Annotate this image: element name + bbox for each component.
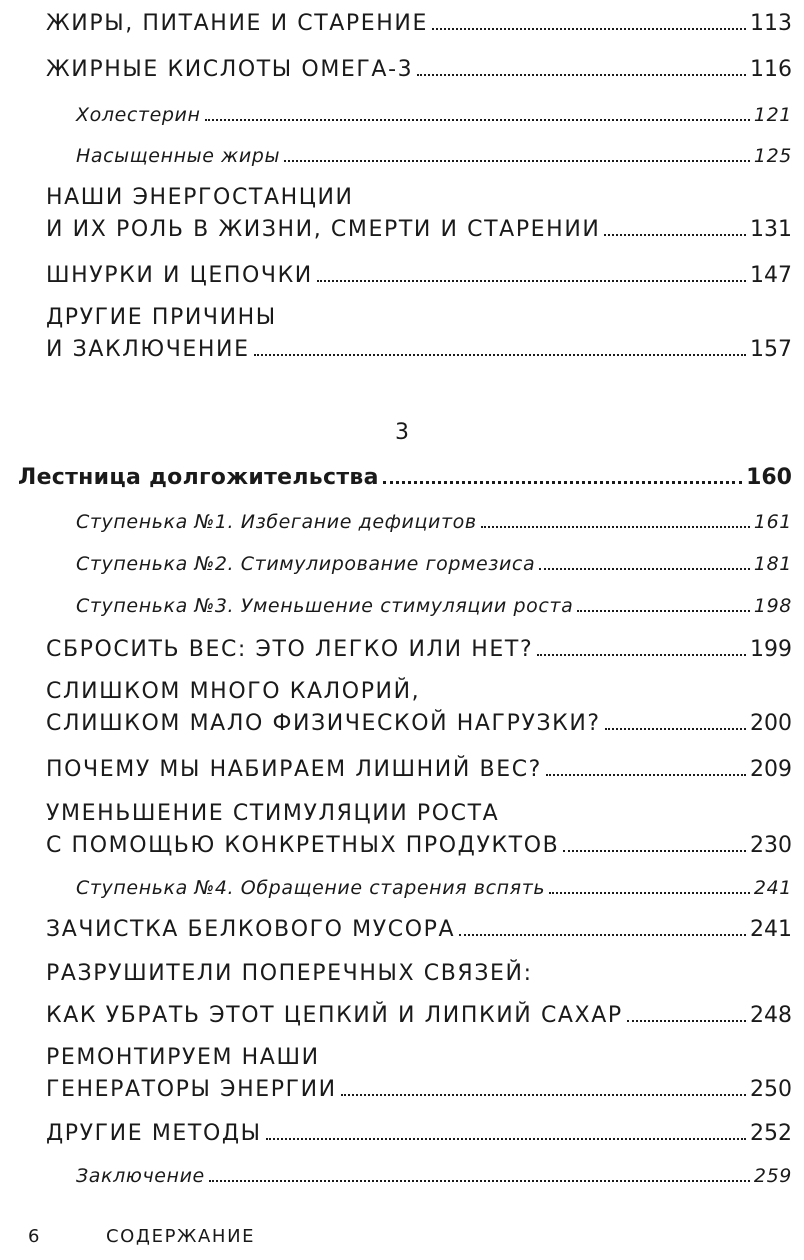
- dot-leader: [549, 886, 750, 894]
- toc-entry-title: КАК УБРАТЬ ЭТОТ ЦЕПКИЙ И ЛИПКИЙ САХАР: [46, 1003, 623, 1028]
- toc-line: [46, 752, 792, 788]
- toc-line: [46, 1072, 792, 1108]
- toc-line: [46, 706, 792, 742]
- toc-line: [76, 546, 792, 582]
- toc-line: [46, 52, 792, 88]
- toc-entry-title: Ступенька №3. Уменьшение стимуляции роста: [76, 595, 574, 617]
- toc-page-number: 250: [750, 1077, 792, 1102]
- dot-leader: [563, 844, 746, 852]
- dot-leader: [383, 475, 742, 484]
- toc-page-number: 199: [750, 637, 792, 662]
- footer-running-title: СОДЕРЖАНИЕ: [106, 1226, 256, 1247]
- toc-line: [76, 504, 792, 540]
- dot-leader: [537, 648, 746, 656]
- toc-entry-title: И ИХ РОЛЬ В ЖИЗНИ, СМЕРТИ И СТАРЕНИИ: [46, 217, 601, 242]
- dot-leader: [205, 113, 750, 121]
- toc-line: [46, 6, 792, 42]
- toc-entry-title: И ЗАКЛЮЧЕНИЕ: [46, 337, 250, 362]
- toc-page-number: 241: [753, 877, 792, 899]
- toc-entry-title: С ПОМОЩЬЮ КОНКРЕТНЫХ ПРОДУКТОВ: [46, 833, 560, 858]
- dot-leader: [317, 274, 746, 282]
- toc-entry-title: ДРУГИЕ МЕТОДЫ: [46, 1121, 262, 1146]
- dot-leader: [627, 1014, 746, 1022]
- toc-page-number: 157: [750, 337, 792, 362]
- dot-leader: [605, 722, 746, 730]
- toc-line: [46, 180, 792, 216]
- toc-page-number: 116: [750, 57, 792, 82]
- toc-line: [46, 1040, 792, 1076]
- toc-page-number: 198: [753, 595, 792, 617]
- toc-line: [46, 258, 792, 294]
- toc-line: [18, 460, 792, 496]
- toc-page-number: 160: [746, 465, 792, 490]
- toc-page-number: 200: [750, 711, 792, 736]
- toc-entry-title: НАШИ ЭНЕРГОСТАНЦИИ: [46, 185, 354, 210]
- toc-line: [76, 870, 792, 906]
- dot-leader: [254, 348, 746, 356]
- toc-entry-title: ШНУРКИ И ЦЕПОЧКИ: [46, 263, 313, 288]
- toc-line: [46, 998, 792, 1034]
- dot-leader: [577, 604, 750, 612]
- toc-line: [76, 588, 792, 624]
- toc-entry-title: РЕМОНТИРУЕМ НАШИ: [46, 1045, 320, 1070]
- toc-line: [76, 138, 792, 174]
- toc-page-number: 181: [753, 553, 792, 575]
- dot-leader: [432, 22, 746, 30]
- toc-line: [46, 956, 792, 992]
- toc-entry-title: Заключение: [76, 1165, 205, 1187]
- dot-leader: [604, 228, 746, 236]
- toc-page-number: 161: [753, 511, 792, 533]
- toc-entry-title: Ступенька №4. Обращение старения вспять: [76, 877, 546, 899]
- toc-entry-title: ЖИРНЫЕ КИСЛОТЫ ОМЕГА-3: [46, 57, 414, 82]
- toc-line: [46, 674, 792, 710]
- toc-entry-title: Лестница долгожительства: [18, 465, 379, 490]
- footer-page-number: 6: [28, 1226, 40, 1247]
- toc-page-number: 121: [753, 104, 792, 126]
- dot-leader: [284, 154, 750, 162]
- toc-page-number: 113: [750, 11, 792, 36]
- toc-entry-title: ЖИРЫ, ПИТАНИЕ И СТАРЕНИЕ: [46, 11, 428, 36]
- toc-line: [46, 1116, 792, 1152]
- dot-leader: [539, 562, 750, 570]
- toc-line: [46, 828, 792, 864]
- toc-entry-title: Ступенька №1. Избегание дефицитов: [76, 511, 477, 533]
- toc-line: [46, 796, 792, 832]
- toc-page-number: 241: [750, 917, 792, 942]
- toc-page-number: 125: [753, 145, 792, 167]
- toc-entry-title: Ступенька №2. Стимулирование гормезиса: [76, 553, 536, 575]
- toc-line: [46, 212, 792, 248]
- toc-entry-title: СБРОСИТЬ ВЕС: ЭТО ЛЕГКО ИЛИ НЕТ?: [46, 637, 534, 662]
- toc-entry-title: Насыщенные жиры: [76, 145, 281, 167]
- dot-leader: [546, 768, 746, 776]
- toc-line: [46, 912, 792, 948]
- dot-leader: [459, 928, 746, 936]
- toc-entry-title: ЗАЧИСТКА БЕЛКОВОГО МУСОРА: [46, 917, 456, 942]
- dot-leader: [266, 1132, 746, 1140]
- toc-line: [76, 1158, 792, 1194]
- toc-page-number: 248: [750, 1003, 792, 1028]
- toc-entry-title: СЛИШКОМ МНОГО КАЛОРИЙ,: [46, 679, 421, 704]
- dot-leader: [417, 68, 746, 76]
- toc-page-number: 147: [750, 263, 792, 288]
- toc-entry-title: ДРУГИЕ ПРИЧИНЫ: [46, 305, 277, 330]
- part-number: 3: [395, 420, 409, 445]
- toc-page-number: 259: [753, 1165, 792, 1187]
- dot-leader: [481, 520, 750, 528]
- toc-line: [76, 97, 792, 133]
- toc-page-number: 230: [750, 833, 792, 858]
- toc-line: [46, 332, 792, 368]
- dot-leader: [341, 1088, 746, 1096]
- toc-page-number: 131: [750, 217, 792, 242]
- toc-entry-title: ПОЧЕМУ МЫ НАБИРАЕМ ЛИШНИЙ ВЕС?: [46, 757, 542, 782]
- toc-entry-title: УМЕНЬШЕНИЕ СТИМУЛЯЦИИ РОСТА: [46, 801, 500, 826]
- toc-page-number: 209: [750, 757, 792, 782]
- toc-entry-title: РАЗРУШИТЕЛИ ПОПЕРЕЧНЫХ СВЯЗЕЙ:: [46, 961, 533, 986]
- toc-entry-title: СЛИШКОМ МАЛО ФИЗИЧЕСКОЙ НАГРУЗКИ?: [46, 711, 601, 736]
- toc-page-number: 252: [750, 1121, 792, 1146]
- toc-line: [46, 632, 792, 668]
- dot-leader: [209, 1174, 750, 1182]
- toc-entry-title: ГЕНЕРАТОРЫ ЭНЕРГИИ: [46, 1077, 337, 1102]
- toc-entry-title: Холестерин: [76, 104, 201, 126]
- toc-line: [46, 300, 792, 336]
